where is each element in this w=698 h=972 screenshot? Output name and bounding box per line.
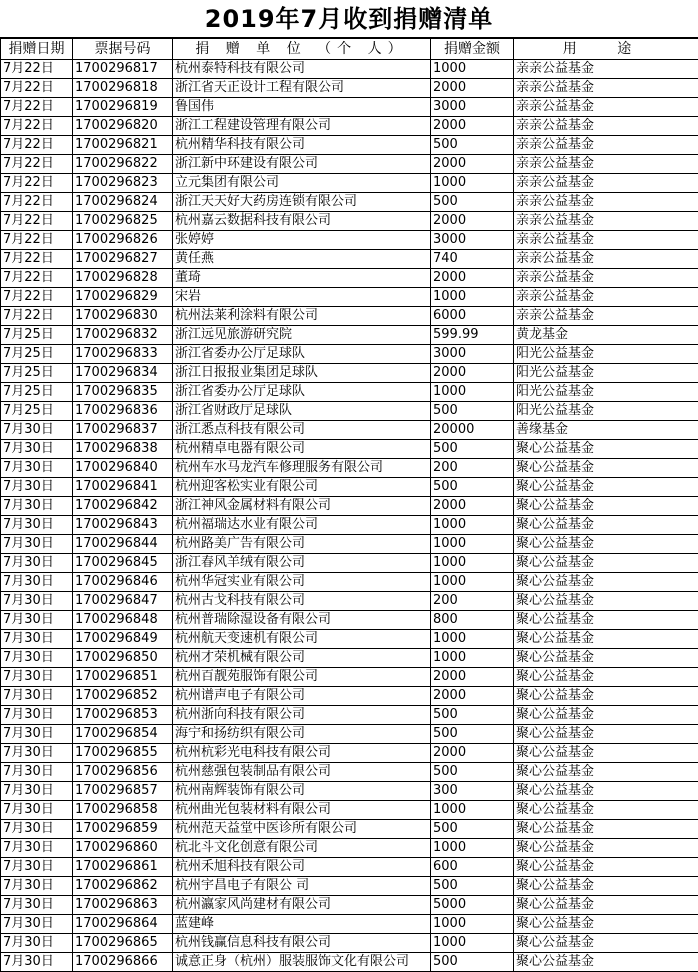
cell-use: 阳光公益基金 [514, 364, 698, 383]
cell-receipt: 1700296865 [73, 934, 173, 953]
cell-date: 7月30日 [1, 839, 73, 858]
cell-donor: 杭州瀛家风尚建材有限公司 [173, 896, 431, 915]
cell-use: 亲亲公益基金 [514, 212, 698, 231]
cell-amount: 500 [431, 440, 514, 459]
table-row [1, 212, 698, 231]
cell-date: 7月30日 [1, 934, 73, 953]
cell-use: 聚心公益基金 [514, 706, 698, 725]
cell-donor: 黄任燕 [173, 250, 431, 269]
cell-use: 亲亲公益基金 [514, 250, 698, 269]
cell-use: 亲亲公益基金 [514, 288, 698, 307]
cell-receipt: 1700296864 [73, 915, 173, 934]
cell-date: 7月22日 [1, 288, 73, 307]
cell-date: 7月30日 [1, 820, 73, 839]
table-row [1, 136, 698, 155]
header-amount: 捐赠金额 [431, 39, 514, 60]
cell-use: 聚心公益基金 [514, 801, 698, 820]
cell-donor: 杭州南辉装饰有限公司 [173, 782, 431, 801]
cell-amount: 1000 [431, 288, 514, 307]
table-row [1, 649, 698, 668]
cell-use: 阳光公益基金 [514, 402, 698, 421]
cell-date: 7月30日 [1, 668, 73, 687]
cell-donor: 浙江省天正设计工程有限公司 [173, 79, 431, 98]
cell-donor: 鲁国伟 [173, 98, 431, 117]
cell-date: 7月25日 [1, 326, 73, 345]
cell-donor: 杭州精华科技有限公司 [173, 136, 431, 155]
cell-receipt: 1700296822 [73, 155, 173, 174]
cell-donor: 杭州航天变速机有限公司 [173, 630, 431, 649]
cell-use: 聚心公益基金 [514, 611, 698, 630]
table-row [1, 174, 698, 193]
table-row [1, 421, 698, 440]
cell-date: 7月22日 [1, 136, 73, 155]
cell-receipt: 1700296827 [73, 250, 173, 269]
cell-receipt: 1700296844 [73, 535, 173, 554]
cell-donor: 浙江新中环建设有限公司 [173, 155, 431, 174]
cell-use: 亲亲公益基金 [514, 231, 698, 250]
cell-amount: 2000 [431, 687, 514, 706]
cell-date: 7月30日 [1, 421, 73, 440]
cell-use: 聚心公益基金 [514, 516, 698, 535]
cell-amount: 3000 [431, 231, 514, 250]
cell-date: 7月30日 [1, 858, 73, 877]
table-row [1, 896, 698, 915]
cell-amount: 2000 [431, 364, 514, 383]
table-row [1, 953, 698, 972]
cell-receipt: 1700296863 [73, 896, 173, 915]
cell-amount: 3000 [431, 98, 514, 117]
cell-receipt: 1700296852 [73, 687, 173, 706]
table-row [1, 725, 698, 744]
table-row [1, 497, 698, 516]
table-row [1, 630, 698, 649]
table-row [1, 231, 698, 250]
cell-amount: 1000 [431, 934, 514, 953]
cell-date: 7月30日 [1, 877, 73, 896]
cell-use: 聚心公益基金 [514, 953, 698, 972]
cell-use: 亲亲公益基金 [514, 155, 698, 174]
cell-receipt: 1700296833 [73, 345, 173, 364]
cell-use: 亲亲公益基金 [514, 307, 698, 326]
cell-amount: 300 [431, 782, 514, 801]
table-row [1, 155, 698, 174]
cell-use: 亲亲公益基金 [514, 136, 698, 155]
cell-amount: 1000 [431, 839, 514, 858]
cell-donor: 杭州谱声电子有限公司 [173, 687, 431, 706]
cell-date: 7月22日 [1, 60, 73, 79]
cell-amount: 500 [431, 193, 514, 212]
cell-amount: 1000 [431, 383, 514, 402]
cell-use: 亲亲公益基金 [514, 174, 698, 193]
table-row [1, 820, 698, 839]
table-row [1, 706, 698, 725]
table-row [1, 440, 698, 459]
cell-receipt: 1700296847 [73, 592, 173, 611]
cell-use: 聚心公益基金 [514, 820, 698, 839]
cell-donor: 杭州路美广告有限公司 [173, 535, 431, 554]
cell-use: 聚心公益基金 [514, 877, 698, 896]
table-row [1, 877, 698, 896]
cell-receipt: 1700296834 [73, 364, 173, 383]
table-row [1, 364, 698, 383]
cell-receipt: 1700296840 [73, 459, 173, 478]
table-row [1, 801, 698, 820]
cell-receipt: 1700296832 [73, 326, 173, 345]
cell-use: 黄龙基金 [514, 326, 698, 345]
cell-date: 7月22日 [1, 307, 73, 326]
table-row [1, 687, 698, 706]
cell-amount: 740 [431, 250, 514, 269]
table-row [1, 592, 698, 611]
cell-date: 7月22日 [1, 117, 73, 136]
cell-amount: 1000 [431, 516, 514, 535]
cell-donor: 杭州范天益堂中医诊所有限公司 [173, 820, 431, 839]
cell-amount: 600 [431, 858, 514, 877]
cell-amount: 1000 [431, 535, 514, 554]
cell-receipt: 1700296817 [73, 60, 173, 79]
table-row [1, 554, 698, 573]
table-row [1, 383, 698, 402]
cell-amount: 2000 [431, 668, 514, 687]
cell-amount: 2000 [431, 212, 514, 231]
cell-amount: 1000 [431, 174, 514, 193]
cell-date: 7月30日 [1, 592, 73, 611]
table-row [1, 858, 698, 877]
cell-receipt: 1700296823 [73, 174, 173, 193]
cell-date: 7月22日 [1, 79, 73, 98]
cell-date: 7月30日 [1, 915, 73, 934]
header-date: 捐赠日期 [1, 39, 73, 60]
cell-donor: 杭州嘉云数据科技有限公司 [173, 212, 431, 231]
cell-receipt: 1700296845 [73, 554, 173, 573]
cell-date: 7月30日 [1, 953, 73, 972]
cell-donor: 杭州华冠实业有限公司 [173, 573, 431, 592]
cell-donor: 杭州精卓电器有限公司 [173, 440, 431, 459]
cell-use: 聚心公益基金 [514, 725, 698, 744]
cell-donor: 杭州百靓苑服饰有限公司 [173, 668, 431, 687]
cell-use: 阳光公益基金 [514, 383, 698, 402]
cell-use: 亲亲公益基金 [514, 79, 698, 98]
cell-donor: 杭州车水马龙汽车修理服务有限公司 [173, 459, 431, 478]
table-row [1, 269, 698, 288]
cell-date: 7月30日 [1, 497, 73, 516]
table-row [1, 193, 698, 212]
cell-receipt: 1700296818 [73, 79, 173, 98]
cell-donor: 蓝建峰 [173, 915, 431, 934]
cell-use: 聚心公益基金 [514, 839, 698, 858]
cell-receipt: 1700296857 [73, 782, 173, 801]
cell-receipt: 1700296855 [73, 744, 173, 763]
cell-receipt: 1700296835 [73, 383, 173, 402]
cell-use: 聚心公益基金 [514, 497, 698, 516]
cell-date: 7月30日 [1, 554, 73, 573]
cell-receipt: 1700296829 [73, 288, 173, 307]
cell-use: 聚心公益基金 [514, 782, 698, 801]
table-row [1, 79, 698, 98]
cell-donor: 立元集团有限公司 [173, 174, 431, 193]
cell-donor: 杭州福瑞达水业有限公司 [173, 516, 431, 535]
cell-amount: 500 [431, 478, 514, 497]
cell-donor: 杭州泰特科技有限公司 [173, 60, 431, 79]
cell-receipt: 1700296841 [73, 478, 173, 497]
table-row [1, 60, 698, 79]
cell-date: 7月30日 [1, 440, 73, 459]
cell-donor: 浙江悉点科技有限公司 [173, 421, 431, 440]
cell-date: 7月30日 [1, 630, 73, 649]
cell-date: 7月30日 [1, 687, 73, 706]
cell-receipt: 1700296824 [73, 193, 173, 212]
table-row [1, 839, 698, 858]
cell-amount: 500 [431, 402, 514, 421]
cell-use: 聚心公益基金 [514, 934, 698, 953]
cell-receipt: 1700296842 [73, 497, 173, 516]
cell-donor: 杭州杭彩光电科技有限公司 [173, 744, 431, 763]
cell-date: 7月30日 [1, 763, 73, 782]
table-header-row [1, 39, 698, 60]
cell-date: 7月30日 [1, 801, 73, 820]
cell-amount: 500 [431, 953, 514, 972]
cell-use: 亲亲公益基金 [514, 117, 698, 136]
cell-receipt: 1700296854 [73, 725, 173, 744]
table-row [1, 782, 698, 801]
cell-use: 亲亲公益基金 [514, 98, 698, 117]
cell-use: 聚心公益基金 [514, 554, 698, 573]
donation-table [0, 38, 698, 972]
cell-amount: 2000 [431, 155, 514, 174]
cell-use: 聚心公益基金 [514, 668, 698, 687]
cell-amount: 1000 [431, 573, 514, 592]
cell-donor: 宋岩 [173, 288, 431, 307]
cell-use: 亲亲公益基金 [514, 60, 698, 79]
cell-receipt: 1700296828 [73, 269, 173, 288]
cell-use: 聚心公益基金 [514, 915, 698, 934]
cell-use: 聚心公益基金 [514, 592, 698, 611]
cell-receipt: 1700296848 [73, 611, 173, 630]
cell-use: 聚心公益基金 [514, 459, 698, 478]
cell-date: 7月30日 [1, 535, 73, 554]
cell-donor: 浙江省委办公厅足球队 [173, 383, 431, 402]
cell-amount: 500 [431, 877, 514, 896]
table-row [1, 516, 698, 535]
cell-receipt: 1700296819 [73, 98, 173, 117]
table-row [1, 288, 698, 307]
cell-donor: 杭州禾旭科技有限公司 [173, 858, 431, 877]
cell-donor: 浙江工程建设管理有限公司 [173, 117, 431, 136]
cell-amount: 1000 [431, 554, 514, 573]
cell-amount: 500 [431, 763, 514, 782]
cell-amount: 2000 [431, 269, 514, 288]
table-row [1, 250, 698, 269]
table-row [1, 345, 698, 364]
cell-amount: 3000 [431, 345, 514, 364]
cell-date: 7月22日 [1, 98, 73, 117]
cell-donor: 浙江远见旅游研究院 [173, 326, 431, 345]
cell-use: 聚心公益基金 [514, 744, 698, 763]
cell-date: 7月22日 [1, 269, 73, 288]
cell-date: 7月30日 [1, 649, 73, 668]
cell-donor: 诚意正身（杭州）服装服饰文化有限公司 [173, 953, 431, 972]
cell-receipt: 1700296858 [73, 801, 173, 820]
cell-receipt: 1700296821 [73, 136, 173, 155]
table-row [1, 573, 698, 592]
cell-receipt: 1700296820 [73, 117, 173, 136]
cell-receipt: 1700296826 [73, 231, 173, 250]
cell-date: 7月22日 [1, 231, 73, 250]
cell-use: 聚心公益基金 [514, 858, 698, 877]
cell-date: 7月30日 [1, 896, 73, 915]
cell-use: 聚心公益基金 [514, 478, 698, 497]
cell-date: 7月30日 [1, 782, 73, 801]
cell-donor: 浙江春风羊绒有限公司 [173, 554, 431, 573]
cell-donor: 董琦 [173, 269, 431, 288]
cell-donor: 杭州古戈科技有限公司 [173, 592, 431, 611]
cell-date: 7月22日 [1, 212, 73, 231]
cell-amount: 1000 [431, 915, 514, 934]
cell-amount: 500 [431, 136, 514, 155]
cell-donor: 张婷婷 [173, 231, 431, 250]
cell-donor: 杭州迎客松实业有限公司 [173, 478, 431, 497]
cell-receipt: 1700296825 [73, 212, 173, 231]
cell-amount: 1000 [431, 801, 514, 820]
cell-donor: 杭北斗文化创意有限公司 [173, 839, 431, 858]
cell-amount: 6000 [431, 307, 514, 326]
cell-receipt: 1700296866 [73, 953, 173, 972]
cell-receipt: 1700296837 [73, 421, 173, 440]
table-row [1, 744, 698, 763]
cell-receipt: 1700296860 [73, 839, 173, 858]
cell-receipt: 1700296830 [73, 307, 173, 326]
cell-receipt: 1700296850 [73, 649, 173, 668]
cell-use: 亲亲公益基金 [514, 193, 698, 212]
cell-donor: 杭州浙向科技有限公司 [173, 706, 431, 725]
table-row [1, 459, 698, 478]
cell-date: 7月30日 [1, 573, 73, 592]
cell-receipt: 1700296862 [73, 877, 173, 896]
cell-date: 7月25日 [1, 402, 73, 421]
cell-receipt: 1700296853 [73, 706, 173, 725]
cell-use: 聚心公益基金 [514, 535, 698, 554]
cell-use: 阳光公益基金 [514, 345, 698, 364]
cell-amount: 2000 [431, 744, 514, 763]
cell-receipt: 1700296843 [73, 516, 173, 535]
cell-date: 7月22日 [1, 174, 73, 193]
cell-amount: 20000 [431, 421, 514, 440]
cell-donor: 杭州慈强包装制品有限公司 [173, 763, 431, 782]
cell-donor: 杭州曲光包装材料有限公司 [173, 801, 431, 820]
cell-donor: 浙江天天好大药房连锁有限公司 [173, 193, 431, 212]
cell-date: 7月30日 [1, 706, 73, 725]
cell-amount: 500 [431, 725, 514, 744]
header-use: 用 途 [514, 39, 698, 60]
cell-date: 7月22日 [1, 250, 73, 269]
cell-receipt: 1700296861 [73, 858, 173, 877]
cell-date: 7月25日 [1, 383, 73, 402]
table-row [1, 117, 698, 136]
cell-amount: 500 [431, 706, 514, 725]
table-row [1, 98, 698, 117]
cell-use: 聚心公益基金 [514, 763, 698, 782]
cell-amount: 200 [431, 592, 514, 611]
cell-amount: 1000 [431, 630, 514, 649]
cell-amount: 599.99 [431, 326, 514, 345]
cell-amount: 500 [431, 820, 514, 839]
table-row [1, 478, 698, 497]
cell-amount: 5000 [431, 896, 514, 915]
cell-receipt: 1700296836 [73, 402, 173, 421]
cell-amount: 1000 [431, 60, 514, 79]
cell-receipt: 1700296851 [73, 668, 173, 687]
cell-receipt: 1700296859 [73, 820, 173, 839]
cell-use: 善缘基金 [514, 421, 698, 440]
cell-donor: 杭州法莱利涂料有限公司 [173, 307, 431, 326]
cell-donor: 浙江省财政厅足球队 [173, 402, 431, 421]
cell-donor: 海宁和扬纺织有限公司 [173, 725, 431, 744]
table-row [1, 668, 698, 687]
cell-date: 7月30日 [1, 611, 73, 630]
cell-donor: 浙江日报报业集团足球队 [173, 364, 431, 383]
cell-date: 7月30日 [1, 744, 73, 763]
cell-amount: 1000 [431, 649, 514, 668]
header-receipt: 票据号码 [73, 39, 173, 60]
cell-donor: 杭州钱赢信息科技有限公司 [173, 934, 431, 953]
table-row [1, 611, 698, 630]
cell-date: 7月30日 [1, 725, 73, 744]
cell-donor: 浙江省委办公厅足球队 [173, 345, 431, 364]
page-title: 2019年7月收到捐赠清单 [0, 0, 698, 38]
cell-date: 7月30日 [1, 516, 73, 535]
cell-receipt: 1700296849 [73, 630, 173, 649]
cell-receipt: 1700296838 [73, 440, 173, 459]
cell-amount: 200 [431, 459, 514, 478]
cell-receipt: 1700296856 [73, 763, 173, 782]
cell-use: 聚心公益基金 [514, 687, 698, 706]
cell-donor: 杭州普瑞除湿设备有限公司 [173, 611, 431, 630]
cell-amount: 800 [431, 611, 514, 630]
cell-receipt: 1700296846 [73, 573, 173, 592]
table-body [1, 60, 698, 972]
table-row [1, 307, 698, 326]
cell-use: 亲亲公益基金 [514, 269, 698, 288]
cell-use: 聚心公益基金 [514, 896, 698, 915]
cell-amount: 2000 [431, 117, 514, 136]
cell-date: 7月30日 [1, 459, 73, 478]
table-row [1, 763, 698, 782]
cell-donor: 杭州才荣机械有限公司 [173, 649, 431, 668]
table-row [1, 535, 698, 554]
cell-date: 7月22日 [1, 155, 73, 174]
cell-use: 聚心公益基金 [514, 440, 698, 459]
cell-date: 7月25日 [1, 364, 73, 383]
cell-use: 聚心公益基金 [514, 573, 698, 592]
table-row [1, 934, 698, 953]
table-row [1, 915, 698, 934]
cell-date: 7月25日 [1, 345, 73, 364]
table-row [1, 326, 698, 345]
cell-use: 聚心公益基金 [514, 649, 698, 668]
cell-date: 7月22日 [1, 193, 73, 212]
cell-donor: 杭州宇昌电子有限公 司 [173, 877, 431, 896]
header-donor: 捐 赠 单 位 （个 人） [173, 39, 431, 60]
table-row [1, 402, 698, 421]
cell-amount: 2000 [431, 497, 514, 516]
cell-donor: 浙江神风金属材料有限公司 [173, 497, 431, 516]
cell-use: 聚心公益基金 [514, 630, 698, 649]
cell-date: 7月30日 [1, 478, 73, 497]
cell-amount: 2000 [431, 79, 514, 98]
